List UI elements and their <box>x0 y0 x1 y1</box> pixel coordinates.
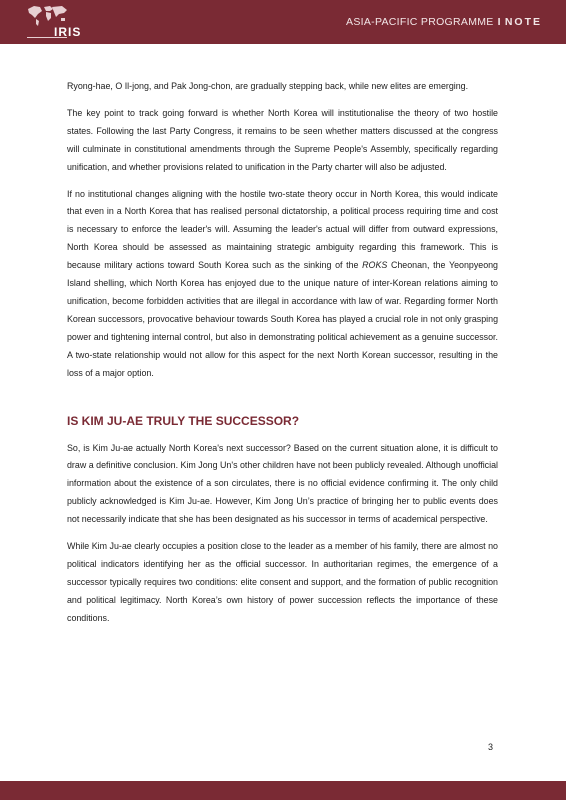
paragraph-2: The key point to track going forward is whether North Korea will institutionalise the theory of two hostile states. Following the last Party Congress, it remains to be seen whether matters discussed at the congress will culminate in constitutional amendments through the Supreme People's Assembly, specifically regarding unification, and whether provisions related to unification in the Party charter will also be adjusted. <box>67 107 498 172</box>
paragraph-5: While Kim Ju-ae clearly occupies a position close to the leader as a member of his family, there are almost no political indicators identifying her as the official successor. In authoritarian regimes, the emergence of a successor typically requires two conditions: elite consent and support, and the formation of public recognition and political legitimacy. North Korea’s own history of power succession reflects the importance of these conditions. <box>67 541 498 623</box>
paragraph-3-part-2: Cheonan, the Yeonpyeong Island shelling, which North Korea has enjoyed due to the unique nature of inter-Korean relations aiming to unification, become forbidden activities that are illegal in accordance with law of war. Regarding former North Korean successors, provocative behaviour towards South Korea has played a crucial role in not only grasping power and tightening internal control, but also in demonstrating political achievement as a genuine successor. A two-state relationship would not allow for this aspect for the next North Korean successor, resulting in the loss of a major option. <box>67 260 498 378</box>
iris-logo <box>24 3 82 41</box>
page-number: 3 <box>488 742 494 752</box>
article-body <box>67 78 498 637</box>
logo-text: IRIS <box>54 25 82 39</box>
ship-prefix: ROKS <box>362 260 388 271</box>
programme-label <box>346 16 542 28</box>
header-separator: I <box>497 16 501 28</box>
paragraph-3 <box>67 186 498 383</box>
note-label: NOTE <box>504 16 542 28</box>
paragraph-1: Ryong-hae, O Il-jong, and Pak Jong-chon, are gradually stepping back, while new elites are emerging. <box>67 81 469 91</box>
section-heading: IS KIM JU-AE TRULY THE SUCCESSOR? <box>67 413 300 428</box>
paragraph-3-part-1: If no institutional changes aligning with the hostile two-state theory occur in North Korea, this would indicate that even in a North Korea that has realised personal dictatorship, a political process requiring time and cost is necessary to enforce the leader's will. Assuming the leader's actual will differ from outward expressions, North Korea should be assessed as maintaining strategic ambiguity regarding this framework. This is because military actions toward South Korea such as the sinking of the <box>67 188 498 271</box>
paragraph-4: So, is Kim Ju-ae actually North Korea's next successor? Based on the current situation alone, it is difficult to draw a definitive conclusion. Kim Jong Un's other children have not been publicly revealed. Although unofficial information about the existence of a son circulates, there is no official evidence confirming it. The only child publicly acknowledged is Kim Ju-ae. However, Kim Jong Un’s practice of bringing her to public events does not necessarily indicate that she has been designated as his successor in terms of academical perspective. <box>67 442 498 525</box>
page-footer-bar <box>0 781 566 800</box>
programme-name: ASIA-PACIFIC PROGRAMME <box>346 16 494 28</box>
page-header <box>0 0 566 44</box>
